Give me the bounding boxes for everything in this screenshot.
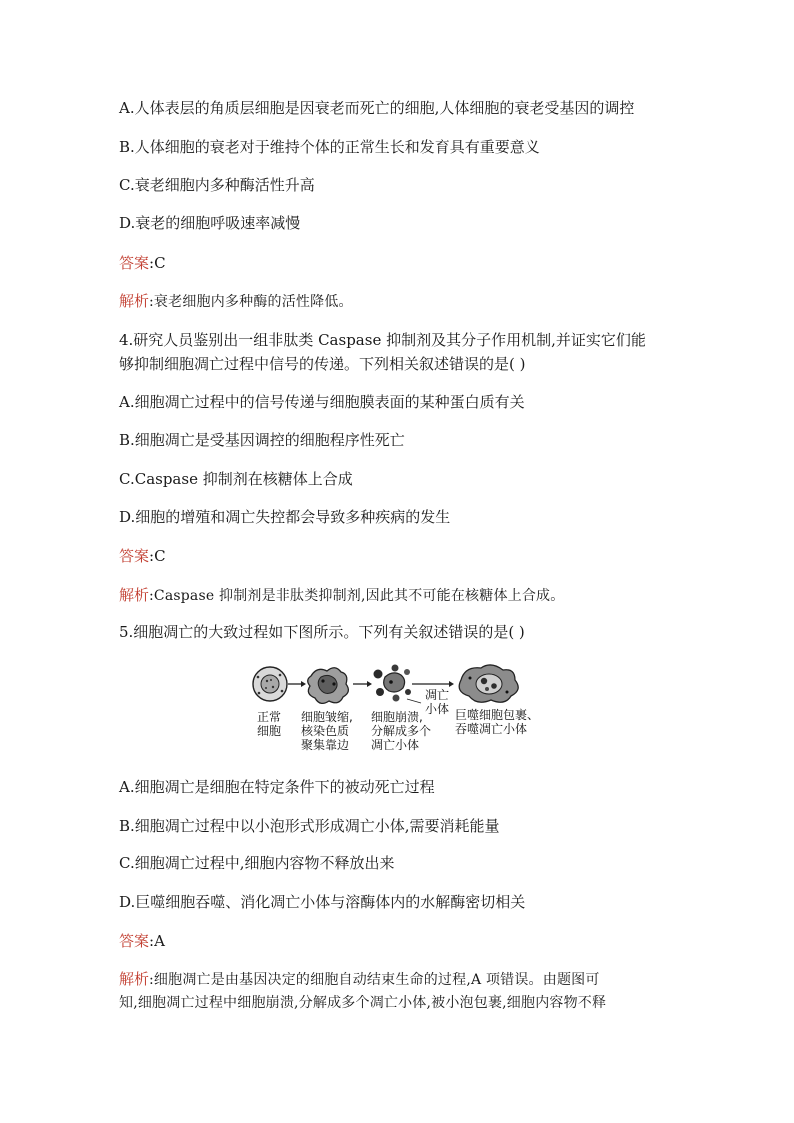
q3-answer — [119, 253, 166, 273]
q3-option-b: B.人体细胞的衰老对于维持个体的正常生长和发育具有重要意义 — [119, 138, 540, 156]
caption-body-2: 小体 — [425, 702, 450, 716]
explanation-label: 解析 — [119, 970, 150, 988]
answer-value: :A — [149, 932, 165, 950]
q5-option-d: D.巨噬细胞吞噬、消化凋亡小体与溶酶体内的水解酶密切相关 — [119, 893, 526, 911]
caption-break-1: 细胞崩溃, — [371, 710, 423, 724]
explanation-text: :细胞凋亡是由基因决定的细胞自动结束生命的过程,A 项错误。由题图可 — [149, 972, 600, 988]
q4-option-c: C.Caspase 抑制剂在核糖体上合成 — [119, 470, 353, 488]
answer-label: 答案 — [119, 932, 150, 950]
caption-body-1: 凋亡 — [425, 688, 450, 702]
answer-value: :C — [149, 547, 166, 565]
q3-option-c: C.衰老细胞内多种酶活性升高 — [119, 176, 315, 194]
q4-option-b: B.细胞凋亡是受基因调控的细胞程序性死亡 — [119, 431, 405, 449]
q4-option-a: A.细胞凋亡过程中的信号传递与细胞膜表面的某种蛋白质有关 — [119, 393, 525, 411]
answer-label: 答案 — [119, 547, 150, 565]
q3-option-d: D.衰老的细胞呼吸速率减慢 — [119, 214, 301, 232]
explanation-text: :Caspase 抑制剂是非肽类抑制剂,因此其不可能在核糖体上合成。 — [149, 588, 565, 604]
q5-stem: 5.细胞凋亡的大致过程如下图所示。下列有关叙述错误的是( ) — [119, 623, 525, 641]
q5-explanation-line2: 知,细胞凋亡过程中细胞崩溃,分解成多个凋亡小体,被小泡包裹,细胞内容物不释 — [119, 995, 607, 1011]
answer-value: :C — [149, 254, 166, 272]
q4-stem-line1: 4.研究人员鉴别出一组非肽类 Caspase 抑制剂及其分子作用机制,并证实它们能 — [119, 331, 646, 349]
q5-option-b: B.细胞凋亡过程中以小泡形式形成凋亡小体,需要消耗能量 — [119, 817, 500, 835]
caption-engulf-2: 吞噬凋亡小体 — [455, 722, 528, 736]
caption-shrink-2: 核染色质 — [301, 724, 350, 738]
pointer-line — [407, 699, 421, 703]
explanation-label: 解析 — [119, 292, 150, 310]
caption-shrink-1: 细胞皱缩, — [301, 710, 353, 724]
shrunken-cell-icon — [308, 668, 349, 704]
q4-option-d: D.细胞的增殖和凋亡失控都会导致多种疾病的发生 — [119, 508, 451, 526]
q4-answer — [119, 546, 166, 566]
caption-shrink-3: 聚集靠边 — [301, 738, 350, 752]
macrophage-icon — [459, 665, 518, 702]
caption-normal-2: 细胞 — [257, 724, 282, 738]
answer-label: 答案 — [119, 254, 150, 272]
q5-explanation-line1 — [119, 969, 600, 990]
caption-break-2: 分解成多个 — [371, 724, 432, 738]
q3-explanation — [119, 291, 353, 312]
q3-option-a: A.人体表层的角质层细胞是因衰老而死亡的细胞,人体细胞的衰老受基因的调控 — [119, 99, 635, 117]
caption-normal-1: 正常 — [257, 710, 282, 724]
broken-cell-icon — [374, 665, 412, 702]
q5-option-a: A.细胞凋亡是细胞在特定条件下的被动死亡过程 — [119, 778, 435, 796]
q4-stem-line2: 够抑制细胞凋亡过程中信号的传递。下列相关叙述错误的是( ) — [119, 355, 526, 373]
explanation-label: 解析 — [119, 586, 150, 604]
q4-explanation — [119, 585, 564, 606]
caption-break-3: 凋亡小体 — [371, 738, 420, 752]
q5-answer — [119, 931, 165, 951]
q5-option-c: C.细胞凋亡过程中,细胞内容物不释放出来 — [119, 854, 395, 872]
apoptosis-figure — [249, 662, 545, 762]
explanation-text: :衰老细胞内多种酶的活性降低。 — [149, 294, 353, 310]
normal-cell-icon — [253, 667, 287, 701]
caption-engulf-1: 巨噬细胞包裹、 — [455, 708, 540, 722]
